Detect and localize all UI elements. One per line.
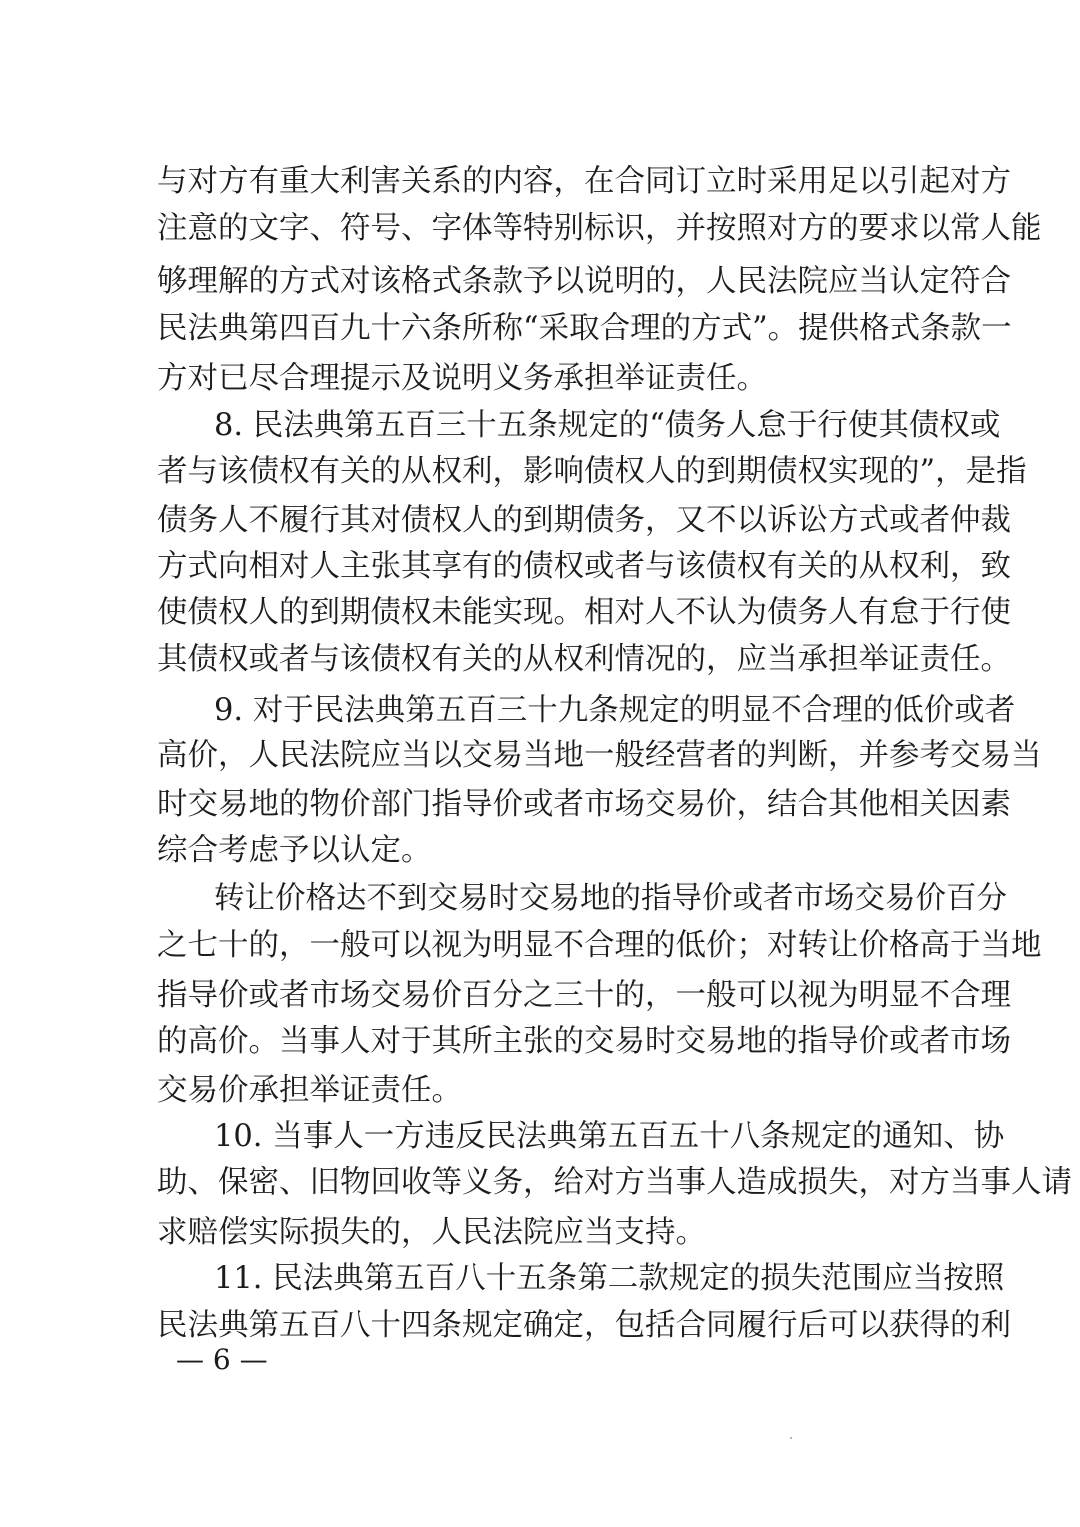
text-line: 民法典第四百九十六条所称“采取合理的方式”。提供格式条款一: [157, 311, 1012, 346]
text-line: 助、保密、旧物回收等义务，给对方当事人造成损失，对方当事人请: [157, 1165, 1072, 1200]
text-line: 综合考虑予以认定。: [157, 833, 432, 868]
text-line: 方式向相对人主张其享有的债权或者与该债权有关的从权利，致: [157, 549, 1011, 584]
text-line: 与对方有重大利害关系的内容，在合同订立时采用足以引起对方: [157, 164, 1011, 199]
paragraph-10-first-line: 10. 当事人一方违反民法典第五百五十八条规定的通知、协: [214, 1119, 1005, 1154]
text-line: 之七十的，一般可以视为明显不合理的低价；对转让价格高于当地: [157, 928, 1042, 963]
text-line: 注意的文字、符号、字体等特别标识，并按照对方的要求以常人能: [157, 211, 1042, 246]
page-number: — 6 —: [176, 1343, 268, 1376]
text-line: 够理解的方式对该格式条款予以说明的，人民法院应当认定符合: [157, 264, 1011, 299]
text-line: 交易价承担举证责任。: [157, 1073, 462, 1108]
text-line: 其债权或者与该债权有关的从权利情况的，应当承担举证责任。: [157, 642, 1011, 677]
text-line: 的高价。当事人对于其所主张的交易时交易地的指导价或者市场: [157, 1024, 1011, 1059]
text-line: 方对已尽合理提示及说明义务承担举证责任。: [157, 361, 767, 396]
paragraph-11-first-line: 11. 民法典第五百八十五条第二款规定的损失范围应当按照: [214, 1261, 1005, 1296]
text-line: 使债权人的到期债权未能实现。相对人不认为债务人有怠于行使: [157, 595, 1011, 630]
text-line: 民法典第五百八十四条规定确定，包括合同履行后可以获得的利: [157, 1308, 1011, 1343]
text-line: 债务人不履行其对债权人的到期债务，又不以诉讼方式或者仲裁: [157, 503, 1011, 538]
text-line: 者与该债权有关的从权利，影响债权人的到期债权实现的”，是指: [157, 454, 1027, 489]
paragraph-8-first-line: 8. 民法典第五百三十五条规定的“债务人怠于行使其债权或: [214, 408, 1001, 443]
text-line: 求赔偿实际损失的，人民法院应当支持。: [157, 1215, 706, 1250]
paragraph-9-first-line: 9. 对于民法典第五百三十九条规定的明显不合理的低价或者: [214, 693, 1016, 728]
text-line: 时交易地的物价部门指导价或者市场交易价，结合其他相关因素: [157, 787, 1011, 822]
text-line: 高价，人民法院应当以交易当地一般经营者的判断，并参考交易当: [157, 738, 1042, 773]
text-line: 指导价或者市场交易价百分之三十的，一般可以视为明显不合理: [157, 978, 1011, 1013]
paragraph-9b-first-line: 转让价格达不到交易时交易地的指导价或者市场交易价百分: [214, 881, 1007, 916]
scan-speck: [790, 1437, 792, 1439]
